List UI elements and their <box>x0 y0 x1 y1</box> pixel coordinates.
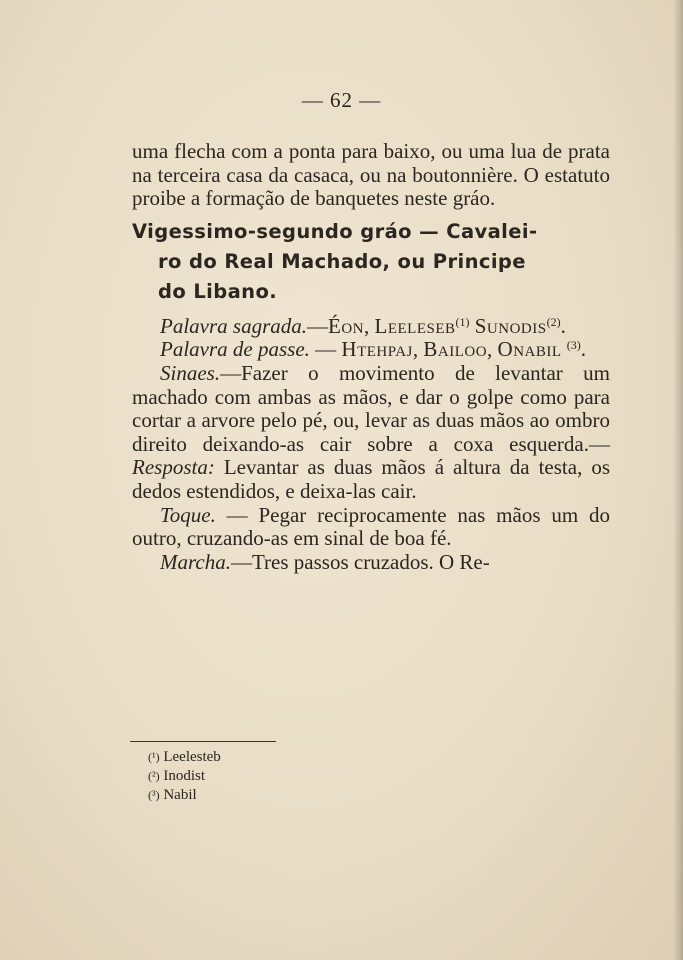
footnote-ref-3: (3) <box>566 338 581 353</box>
heading-line-3: do Libano. <box>158 279 278 303</box>
word-leeleseb: Leeleseb <box>374 313 456 338</box>
resposta-text: Levantar as duas mãos á altura da testa, os dedos estendidos, e deixa-las cair. <box>132 455 610 503</box>
paragraph-continuation: uma flecha com a ponta para baixo, ou uma lua de prata na terceira casa da casaca, ou na boutonnière. O estatuto proibe a formação de banquetes neste gráo. <box>132 139 610 211</box>
sinaes-paragraph <box>132 362 610 504</box>
toque-text: — Pegar reciprocamente nas mãos um do outro, cruzando-as em sinal de boa fé. <box>132 502 610 551</box>
word-htehpaj: Htehpaj <box>341 337 413 362</box>
footnote-ref-1: (1) <box>455 314 470 329</box>
footnote-3 <box>148 786 221 805</box>
page-number: — 62 — <box>301 88 382 112</box>
period: . <box>580 337 587 362</box>
word-onabil: Onabil <box>497 337 562 362</box>
footnote-text: Leelesteb <box>163 749 221 765</box>
page-edge-shadow <box>673 0 683 960</box>
separator: , <box>487 337 498 362</box>
sinaes-label: Sinaes. <box>160 360 221 385</box>
word-sunodis: Sunodis <box>474 313 547 338</box>
marcha-text: —Tres passos cruzados. O Re- <box>230 549 490 574</box>
separator: , <box>364 313 375 338</box>
footnote-mark: (²) <box>148 769 160 783</box>
word-eon: Éon <box>328 313 364 338</box>
footnote-2 <box>148 767 221 786</box>
separator: , <box>412 337 424 362</box>
footnotes <box>148 748 221 805</box>
palavra-sagrada-paragraph <box>132 315 610 339</box>
heading-line-2: ro do Real Machado, ou Principe <box>158 249 526 273</box>
footnote-text: Inodist <box>163 768 206 784</box>
marcha-paragraph <box>132 551 610 575</box>
footnote-mark: (³) <box>148 788 160 802</box>
sinaes-text: —Fazer o movimento de levantar um machado com ambas as mãos, e dar o golpe como para cortar a arvore pelo pé, ou, levar as duas mãos ao ombro direito deixando-as cair sobre a coxa esquerda.— <box>132 360 610 456</box>
palavra-sagrada-label: Palavra sagrada. <box>160 313 307 338</box>
footnote-mark: (¹) <box>148 750 160 764</box>
footnote-1 <box>148 748 221 767</box>
footnote-ref-2: (2) <box>546 314 561 329</box>
resposta-label: Resposta: <box>132 455 215 480</box>
toque-paragraph <box>132 504 610 551</box>
period: . <box>560 313 566 338</box>
palavra-passe-label: Palavra de passe. <box>160 337 310 362</box>
palavra-passe-paragraph <box>132 338 610 362</box>
toque-label: Toque. <box>160 502 216 527</box>
heading-line-1: Vigessimo-segundo gráo — Cavalei- <box>132 219 538 243</box>
page-body <box>132 140 610 574</box>
degree-heading <box>132 217 610 307</box>
marcha-label: Marcha. <box>160 549 231 574</box>
footnote-text: Nabil <box>163 787 197 803</box>
dash: — <box>309 337 342 362</box>
dash: — <box>307 313 328 338</box>
footnote-rule <box>130 741 276 742</box>
word-bailoo: Bailoo <box>423 337 488 362</box>
